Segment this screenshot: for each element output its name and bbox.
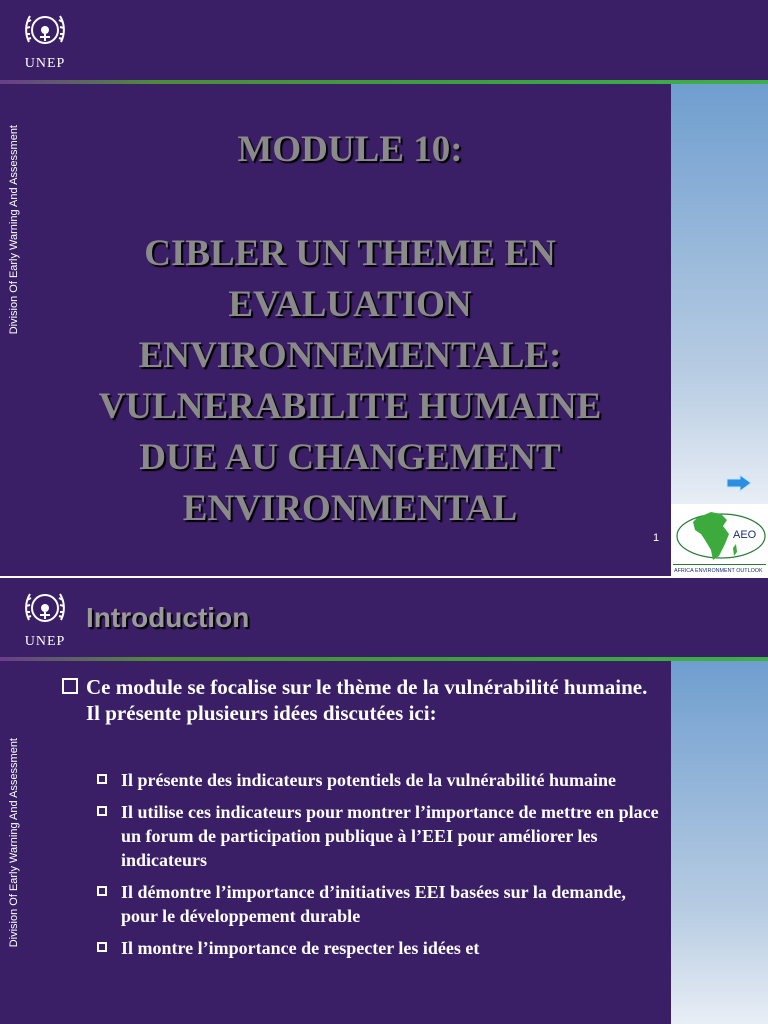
checkbox-bullet-icon — [97, 806, 107, 816]
lead-bullet — [60, 674, 660, 726]
next-arrow-button[interactable] — [726, 474, 752, 492]
decorative-side-panel — [671, 661, 768, 1024]
sub-bullet-text: Il présente des indicateurs potentiels de la vulnérabilité humaine — [121, 770, 616, 790]
main-title-line: EVALUATION — [228, 284, 472, 325]
sub-bullet — [97, 936, 660, 960]
sidebar-division-label: Division Of Early Warning And Assessment — [8, 738, 20, 948]
aeo-caption: AFRICA ENVIRONMENT OUTLOOK — [674, 568, 763, 574]
slide-number: 1 — [653, 532, 660, 544]
sub-bullet-text: Il démontre l’importance d’initiatives EEI basées sur la demande, pour le développement durable — [121, 882, 626, 926]
sub-bullet — [97, 768, 660, 792]
slide-2 — [0, 578, 768, 1024]
sub-bullet — [97, 800, 660, 872]
slide-title: Introduction — [86, 602, 250, 633]
sidebar-division-label: Division Of Early Warning And Assessment — [8, 125, 20, 335]
checkbox-bullet-icon — [97, 774, 107, 784]
africa-map-icon — [671, 504, 768, 576]
aeo-label: AEO — [733, 529, 757, 541]
sub-bullet — [97, 880, 660, 928]
aeo-logo — [671, 504, 768, 576]
sub-bullet-text: Il montre l’importance de respecter les idées et — [121, 938, 480, 958]
lead-bullet-text: Ce module se focalise sur le thème de la vulnérabilité humaine. Il présente plusieurs idées discutées ici: — [86, 675, 648, 725]
sub-bullet-text: Il utilise ces indicateurs pour montrer l’importance de mettre en place un forum de participation publique à l’EEI pour améliorer les indicateurs — [121, 802, 659, 870]
header-divider — [0, 80, 768, 84]
unep-logo-text: UNEP — [24, 634, 66, 649]
main-title-line: DUE AU CHANGEMENT — [139, 437, 561, 478]
main-title — [40, 228, 660, 534]
unep-emblem-icon — [21, 8, 69, 56]
unep-logo-text: UNEP — [24, 56, 66, 71]
decorative-side-panel — [671, 84, 768, 504]
main-title-line: ENVIRONNEMENTALE: — [138, 335, 562, 376]
unep-logo — [14, 586, 76, 654]
main-title-line: CIBLER UN THEME EN — [144, 233, 556, 274]
checkbox-bullet-icon — [62, 678, 78, 694]
unep-logo — [14, 8, 76, 76]
bullet-content — [60, 674, 660, 968]
main-title-line: VULNERABILITE HUMAINE — [98, 386, 602, 427]
right-arrow-icon — [726, 474, 752, 492]
checkbox-bullet-icon — [97, 886, 107, 896]
checkbox-bullet-icon — [97, 942, 107, 952]
sub-bullet-list — [60, 768, 660, 960]
module-title: MODULE 10: — [237, 129, 463, 170]
header-divider — [0, 657, 768, 661]
main-title-line: ENVIRONMENTAL — [182, 488, 518, 529]
unep-emblem-icon — [21, 586, 69, 634]
